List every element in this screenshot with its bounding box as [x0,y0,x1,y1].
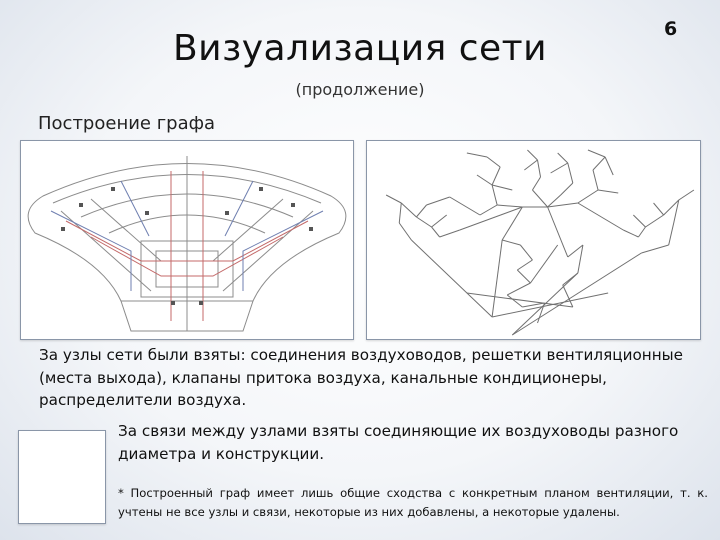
section-heading: Построение графа [38,113,216,134]
graph-edge [568,163,573,183]
graph-edge [593,157,605,170]
graph-edge [507,295,522,307]
graph-edge [492,185,512,190]
graph-edge [492,240,502,317]
graph-edge [427,197,450,205]
graph-edge [578,190,598,203]
graph-edge [588,150,605,157]
graph-edge [480,205,497,215]
graph-edge [633,215,645,227]
graph-edge [598,190,618,193]
graph-edge [492,185,497,205]
graph-edge [487,157,500,167]
slide-subtitle: (продолжение) [295,80,425,99]
graph-edge [530,245,557,283]
ventilation-floor-plan-image [20,140,354,340]
graph-edge [548,203,578,207]
graph-edge [561,183,573,195]
graph-edge [477,175,492,185]
graph-edge [674,200,679,223]
graph-edge [440,230,460,237]
graph-edge [623,230,638,237]
graph-edge [527,150,537,160]
graph-edge [432,227,440,237]
graph-edge [512,273,578,335]
graph-edge [532,177,540,190]
graph-edge [558,153,568,163]
graph-edge [416,217,431,227]
graph-edge [517,270,530,283]
graph-edge [638,227,645,237]
graph-edge [593,170,598,190]
graph-edge [512,253,641,335]
graph-thumbnail-image [18,430,106,524]
graph-edge [497,205,522,207]
graph-edge [645,215,663,227]
graph-edge [507,283,530,295]
graph-edge [654,203,664,215]
graph-edge [492,167,500,185]
graph-edge [669,223,674,245]
graph-edge [460,207,523,230]
slide-title: Визуализация сети [172,28,548,69]
graph-edge [538,160,541,177]
graph-edge [502,207,522,240]
graph-edge [551,163,568,173]
graph-edge [548,207,568,257]
graph-edge [401,203,416,217]
slide-number: 6 [664,18,678,40]
graph-edge [524,160,537,170]
graph-edge [411,240,492,317]
graph-edge [578,203,623,230]
graph-edge [605,157,613,175]
graph-edge [467,153,487,157]
edges-paragraph: За связи между узлами взяты соединяющие их воздуховоды разного диаметра и конструкции. [118,422,679,463]
graph-edge [517,260,532,270]
graph-edge [432,215,447,227]
graph-edge [664,200,679,215]
graph-edge [641,245,668,253]
graph-edge [563,285,573,307]
graph-edge [679,190,694,200]
graph-edge [532,190,547,207]
graph-edge [578,245,583,273]
graph-edge [399,203,401,223]
graph-edge [502,240,520,245]
graph-edge [416,205,426,217]
footnote: * Построенный граф имеет лишь общие сходства с конкретным планом вентиляции, т. к. учтены не все узлы и связи, некоторые из них добавлены, а некоторые удалены. [118,486,708,519]
graph-edge [399,223,411,240]
nodes-paragraph: За узлы сети были взяты: соединения воздуховодов, решетки вентиляционные (места выхода), клапаны притока воздуха, канальные кондиционеры, распределители воздуха. [39,346,683,409]
graph-edge [520,245,532,260]
graph-edge [450,197,480,215]
graph-edge [386,195,401,203]
network-graph-image [366,140,701,340]
